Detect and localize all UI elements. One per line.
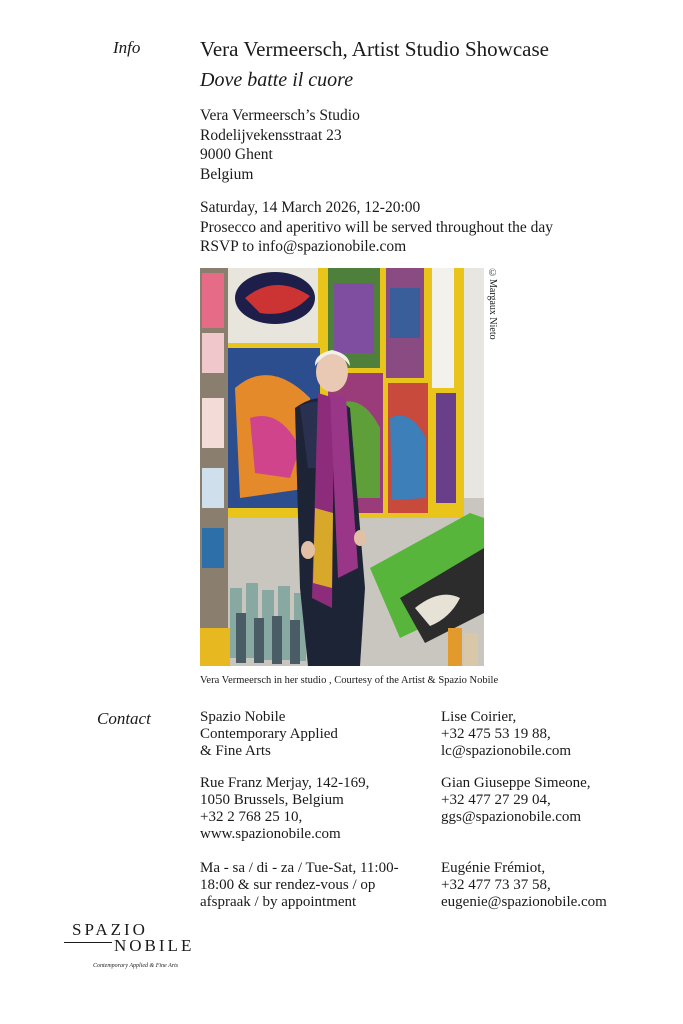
address-line: Rodelijvekensstraat 23 xyxy=(200,126,342,144)
gallery-address-line: Rue Franz Merjay, 142-169, xyxy=(200,775,370,791)
person-email-link[interactable]: ggs@spazionobile.com xyxy=(441,809,582,825)
address-line: Belgium xyxy=(200,165,254,183)
event-subtitle: Dove batte il cuore xyxy=(200,69,354,91)
gallery-name-line: Contemporary Applied xyxy=(200,726,338,742)
photo-credit: ©Margaux Nieto xyxy=(487,268,498,340)
address-line: Vera Vermeersch’s Studio xyxy=(200,107,360,124)
event-drinks: Prosecco and aperitivo will be served throughout the day xyxy=(200,218,553,236)
gallery-address xyxy=(200,775,369,843)
contact-person xyxy=(441,860,607,911)
gallery-name-line: & Fine Arts xyxy=(200,743,271,759)
person-name: Lise Coirier, xyxy=(441,709,517,725)
gallery-address-line: 1050 Brussels, Belgium xyxy=(200,792,344,808)
person-phone[interactable]: +32 475 53 19 88, xyxy=(441,726,551,742)
event-date: Saturday, 14 March 2026, 12-20:00 xyxy=(200,199,421,216)
info-label: Info xyxy=(113,38,141,57)
person-name: Eugénie Frémiot, xyxy=(441,860,546,876)
event-rsvp[interactable]: RSVP to info@spazionobile.com xyxy=(200,238,407,255)
person-phone[interactable]: +32 477 73 37 58, xyxy=(441,877,551,893)
contact-person xyxy=(441,775,591,826)
photo-caption: Vera Vermeersch in her studio , Courtesy of the Artist & Spazio Nobile xyxy=(200,675,499,686)
logo-rule xyxy=(64,942,112,943)
contact-label: Contact xyxy=(97,709,151,728)
person-email-link[interactable]: eugenie@spazionobile.com xyxy=(441,894,607,910)
person-name: Gian Giuseppe Simeone, xyxy=(441,775,591,791)
person-email-link[interactable]: lc@spazionobile.com xyxy=(441,743,572,759)
logo-line1: SPAZIO xyxy=(72,920,148,939)
logo-line2: NOBILE xyxy=(114,936,195,955)
studio-address xyxy=(200,106,360,184)
gallery-hours-line: Ma - sa / di - za / Tue-Sat, 11:00- xyxy=(200,860,399,876)
gallery-website-link[interactable]: www.spazionobile.com xyxy=(200,826,341,842)
gallery-hours xyxy=(200,860,399,911)
gallery-hours-line: afspraak / by appointment xyxy=(200,894,357,910)
contact-person xyxy=(441,709,571,760)
gallery-name-line: Spazio Nobile xyxy=(200,709,286,725)
person-phone[interactable]: +32 477 27 29 04, xyxy=(441,792,551,808)
gallery-hours-line: 18:00 & sur rendez-vous / op xyxy=(200,877,376,893)
event-title: Vera Vermeersch, Artist Studio Showcase xyxy=(200,37,549,61)
gallery-phone[interactable]: +32 2 768 25 10, xyxy=(200,809,303,825)
artist-photo xyxy=(200,268,484,666)
address-line: 9000 Ghent xyxy=(200,146,273,163)
gallery-name xyxy=(200,709,338,760)
logo-tagline: Contemporary Applied & Fine Arts xyxy=(93,963,179,969)
event-details xyxy=(200,198,553,257)
spazio-nobile-logo xyxy=(64,920,204,980)
